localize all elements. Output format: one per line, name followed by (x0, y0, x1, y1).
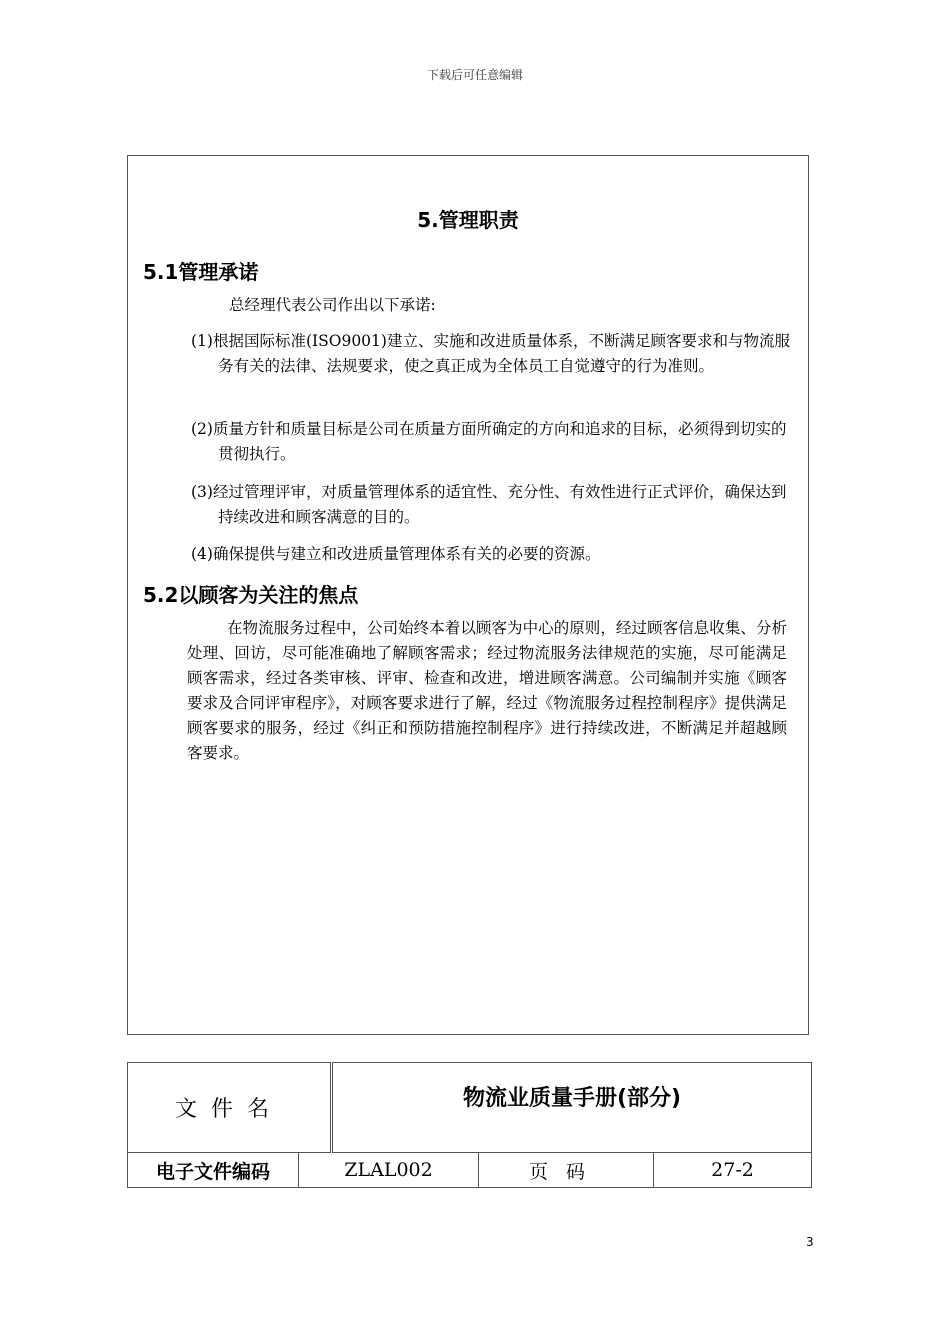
section-heading-5-1: 5.1管理承诺 (143, 260, 259, 284)
customer-focus-paragraph: 在物流服务过程中，公司始终本着以顾客为中心的原则，经过顾客信息收集、分析处理、回访，尽可能准确地了解顾客需求；经过物流服务法律规范的实施，尽可能满足顾客需求，经过各类审核、评审、检查和改进，增进顾客满意。公司编制并实施《顾客要求及合同评审程序》，对顾客要求进行了解，经过《物流服务过程控制程序》提供满足顾客要求的服务，经过《纠正和预防措施控制程序》进行持续改进，不断满足并超越顾客要求。 (187, 619, 787, 762)
file-name-value: 物流业质量手册(部分) (332, 1063, 812, 1153)
page-label: 页码 (479, 1153, 654, 1188)
commitment-item-4: (4)确保提供与建立和改进质量管理体系有关的必要的资源。 (191, 545, 601, 563)
code-label: 电子文件编码 (128, 1153, 299, 1188)
commitment-item-2: (2)质量方针和质量目标是公司在质量方面所确定的方向和追求的目标，必须得到切实的贯彻执行。 (191, 420, 787, 463)
chapter-title: 5.管理职责 (417, 208, 519, 232)
file-name-label: 文件名 (128, 1063, 332, 1153)
commitment-intro: 总经理代表公司作出以下承诺: (229, 296, 436, 314)
page-number: 3 (806, 1235, 814, 1249)
commitment-item-1: (1)根据国际标准(ISO9001)建立、实施和改进质量体系，不断满足顾客要求和与物流服务有关的法律、法规要求，使之真正成为全体员工自觉遵守的行为准则。 (191, 332, 790, 375)
commitment-item-3: (3)经过管理评审，对质量管理体系的适宜性、充分性、有效性进行正式评价，确保达到持续改进和顾客满意的目的。 (191, 483, 787, 526)
page-value: 27-2 (654, 1153, 812, 1188)
code-value: ZLAL002 (299, 1153, 479, 1188)
document-info-table (127, 1062, 812, 1188)
header-note: 下载后可任意编辑 (426, 68, 523, 82)
section-heading-5-2: 5.2以顾客为关注的焦点 (143, 583, 359, 607)
